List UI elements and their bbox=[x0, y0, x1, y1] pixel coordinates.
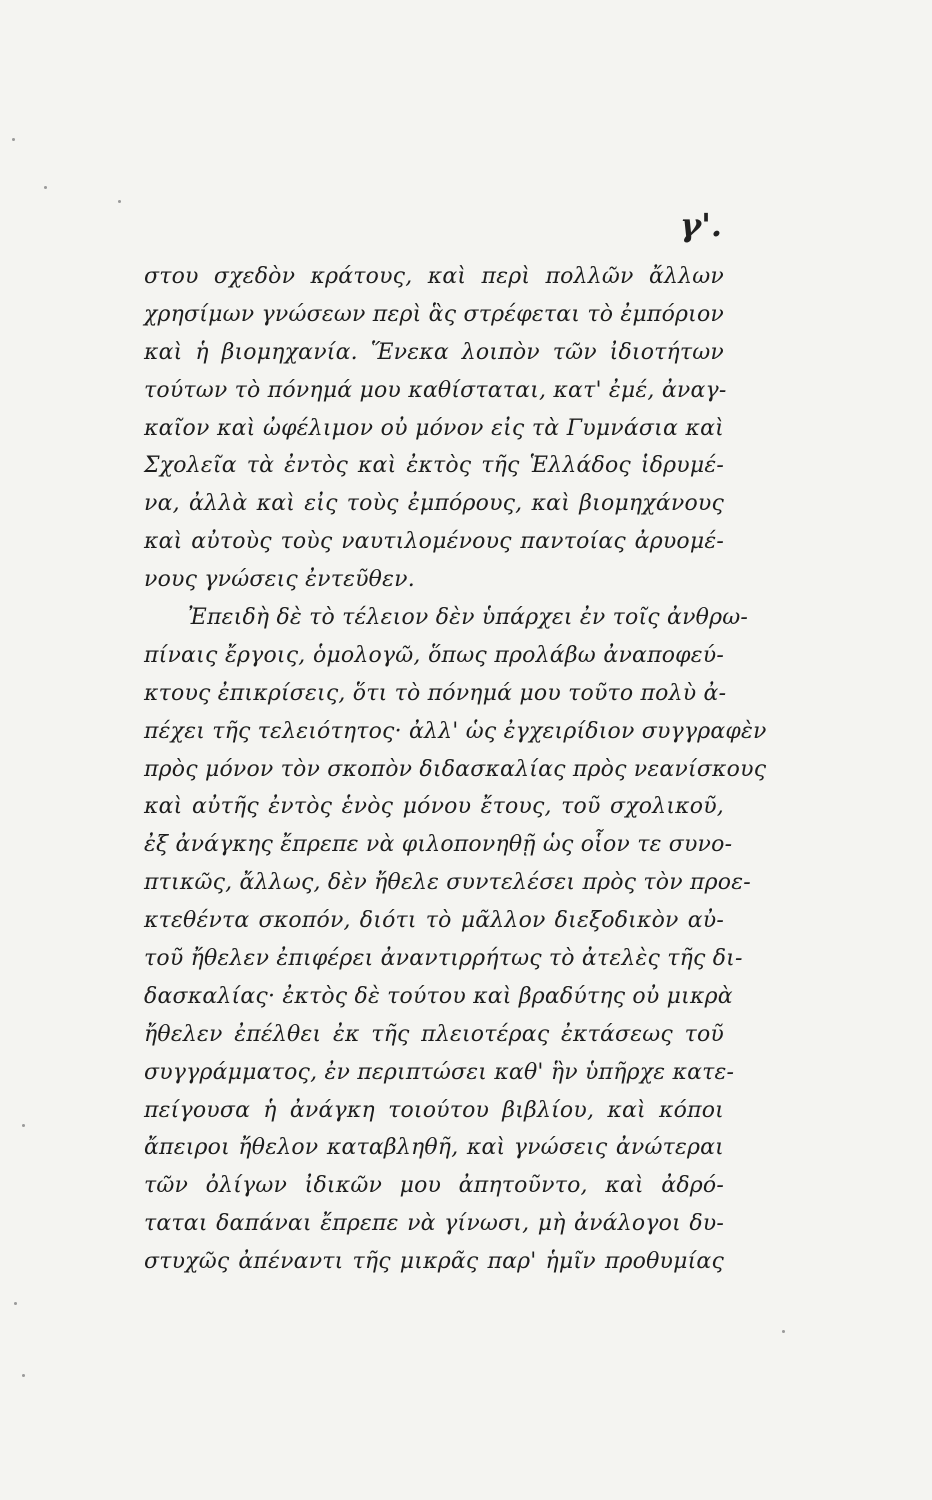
text-line: καῖον καὶ ὠφέλιμον οὐ μόνον εἰς τὰ Γυμνάσια καὶ bbox=[144, 415, 724, 441]
paragraph bbox=[144, 258, 727, 599]
text-line: στου σχεδὸν κράτους, καὶ περὶ πολλῶν ἄλλων bbox=[144, 264, 724, 289]
scan-speck bbox=[14, 1302, 17, 1305]
text-line: καὶ ἡ βιομηχανία. Ἕνεκα λοιπὸν τῶν ἰδιοτήτων bbox=[144, 339, 724, 365]
scan-speck bbox=[44, 186, 47, 189]
text-line: καὶ αὐτοὺς τοὺς ναυτιλομένους παντοίας ἀρυομέ- bbox=[144, 529, 724, 555]
text-line: να, ἀλλὰ καὶ εἰς τοὺς ἐμπόρους, καὶ βιομηχάνους bbox=[144, 491, 724, 517]
text-line: τούτων τὸ πόνημά μου καθίσταται, κατ' ἐμέ, ἀναγ- bbox=[144, 377, 727, 403]
text-line: τοῦ ἤθελεν ἐπιφέρει ἀναντιρρήτως τὸ ἀτελὲς τῆς δι- bbox=[144, 946, 743, 972]
text-line: πρὸς μόνον τὸν σκοπὸν διδασκαλίας πρὸς νεανίσκους bbox=[144, 756, 767, 782]
text-line: ἤθελεν ἐπέλθει ἐκ τῆς πλειοτέρας ἐκτάσεως τοῦ bbox=[144, 1021, 724, 1047]
scan-speck bbox=[12, 138, 15, 141]
text-line: συγγράμματος, ἐν περιπτώσει καθ' ἣν ὑπῆρχε κατε- bbox=[144, 1059, 735, 1085]
text-line: πίναις ἔργοις, ὁμολογῶ, ὅπως προλάβω ἀναποφεύ- bbox=[144, 642, 724, 668]
text-line: χρησίμων γνώσεων περὶ ἃς στρέφεται τὸ ἐμπόριον bbox=[144, 301, 724, 327]
text-line: πτικῶς, ἄλλως, δὲν ἤθελε συντελέσει πρὸς τὸν προε- bbox=[144, 870, 751, 896]
body-text bbox=[144, 258, 767, 1281]
scan-speck bbox=[118, 200, 121, 203]
text-line: πείγουσα ἡ ἀνάγκη τοιούτου βιβλίου, καὶ κόποι bbox=[144, 1097, 724, 1123]
scan-speck bbox=[22, 1374, 25, 1377]
text-line: πέχει τῆς τελειότητος· ἀλλ' ὡς ἐγχειρίδιον συγγραφὲν bbox=[144, 718, 767, 744]
text-line: Σχολεῖα τὰ ἐντὸς καὶ ἐκτὸς τῆς Ἑλλάδος ἱδρυμέ- bbox=[144, 453, 724, 479]
text-line: νους γνώσεις ἐντεῦθεν. bbox=[144, 567, 415, 593]
text-line: στυχῶς ἀπέναντι τῆς μικρᾶς παρ' ἡμῖν προθυμίας bbox=[144, 1249, 724, 1275]
text-line: δασκαλίας· ἐκτὸς δὲ τούτου καὶ βραδύτης οὐ μικρὰ bbox=[144, 983, 733, 1009]
text-line: ἄπειροι ἤθελον καταβληθῆ, καὶ γνώσεις ἀνώτεραι bbox=[144, 1135, 724, 1161]
scan-speck bbox=[22, 1124, 25, 1127]
text-line: κτεθέντα σκοπόν, διότι τὸ μᾶλλον διεξοδικὸν αὐ- bbox=[144, 908, 724, 934]
text-line: καὶ αὐτῆς ἐντὸς ἑνὸς μόνου ἔτους, τοῦ σχολικοῦ, bbox=[144, 794, 724, 820]
text-line: Ἐπειδὴ δὲ τὸ τέλειον δὲν ὑπάρχει ἐν τοῖς ἀνθρω- bbox=[188, 605, 749, 631]
page-number: γ'. bbox=[680, 206, 723, 244]
text-line: τῶν ὀλίγων ἰδικῶν μου ἀπητοῦντο, καὶ ἀδρό- bbox=[144, 1173, 724, 1199]
text-line: ἐξ ἀνάγκης ἔπρεπε νὰ φιλοπονηθῇ ὡς οἷον τε συνο- bbox=[144, 832, 733, 858]
scan-speck bbox=[782, 1330, 785, 1333]
paragraph bbox=[144, 599, 767, 1281]
text-line: κτους ἐπικρίσεις, ὅτι τὸ πόνημά μου τοῦτο πολὺ ἀ- bbox=[144, 680, 727, 706]
text-line: ταται δαπάναι ἔπρεπε νὰ γίνωσι, μὴ ἀνάλογοι δυ- bbox=[144, 1211, 724, 1237]
